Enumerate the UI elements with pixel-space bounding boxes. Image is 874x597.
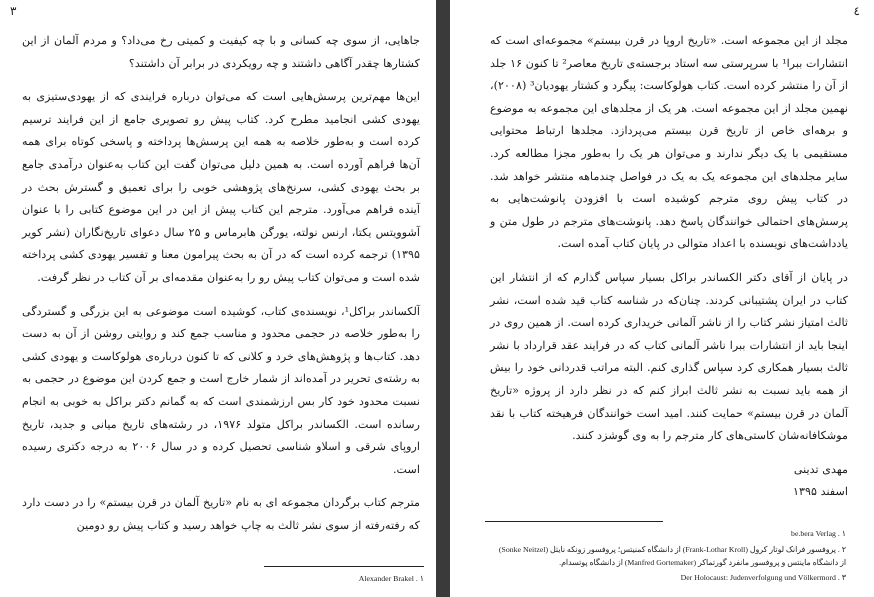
right-page [450, 0, 874, 597]
left-page [0, 0, 436, 597]
paragraph: مجلد از این مجموعه است. «تاریخ اروپا در قرن بیستم» مجموعه‌ای است که انتشارات ببرا¹ با سرپرستی سه استاد برجسته‌ی تاریخ معاصر² تا کنون ۱۶ جلد از آن را منتشر کرده است. کتاب هولوکاست: پیگرد و کشتار یهودیان³ (۲۰۰۸)، نهمین مجلد از این مجموعه است. هر یک از مجلدهای این مجموعه به موضوع و برهه‌ای خاص از تاریخ قرن بیستم می‌پردازد. مجلدها ارتباط محتوایی مستقیمی با یک دیگر ندارند و می‌توان هر یک را به‌طور مجزا مطالعه کرد. سایر مجلدهای این مجموعه یک به یک در فواصل چندماهه منتشر خواهد شد. در کتاب پیش روی مترجم کوشیده است با افزودن پانوشت‌هایی به پرسش‌های احتمالی خوانندگان پاسخ دهد. پانوشت‌های مترجم در طول متن و یادداشت‌های نویسنده با اعداد متوالی در پایان کتاب آمده است. [490, 34, 849, 251]
paragraph: این‌ها مهم‌ترین پرسش‌هایی است که می‌توان درباره فرایندی که از یهودی‌ستیزی به یهودی کشی انجامید مطرح کرد. کتاب پیش رو تصویری جامع از این فرایند ترسیم کرده است و به‌طور خلاصه به همه این پرسش‌ها پرداخته و پاسخی کوتاه برای همه آن‌ها فراهم آورده است. به همین دلیل می‌توان گفت این کتاب به‌عنوان درآمدی جامع بر بحث یهودی کشی، سرنخ‌های پژوهشی خوبی را برای تعمیق و گسترش بحث در آینده فراهم می‌آورد. مترجم این کتاب پیش از این در این موضوع کتابی را با عنوان آشوویتس یکتا، ارنس نولته، یورگن هابرماس و ۲۵ سال دعوای تاریخ‌نگاران (نشر کویر ۱۳۹۵) ترجمه کرده است که در آن به بحث پیرامون معنا و تفسیر یهودی کشی پرداخته شده است و می‌توان کتاب پیش رو را به‌عنوان مقدمه‌ای بر آن کتاب در نظر گرفت. [22, 90, 420, 284]
book-gutter [436, 0, 450, 597]
paragraph: در پایان از آقای دکتر الکساندر براکل بسیار سپاس گذارم که از انتشار این کتاب در ایران پشتیبانی کردند. چنان‌که در شناسه کتاب قید شده است، نشر ثالث امتیاز نشر کتاب را از ناشر آلمانی خریداری کرده است. از همین روی در اینجا باید از انتشارات ببرا ناشر آلمانی کتاب که در فرایند عقد قرارداد با نشر ثالث بسیار همکاری کرد سپاس گذاری کنم. البته مراتب قدردانی خود را بیش از همه باید نسبت به نشر ثالث ابراز کنم که در نظر دارد از پروژه «تاریخ آلمان در قرن بیستم» حمایت کنند. امید است خوانندگان فرهیخته کتاب با نقد موشکافانه‌شان کاستی‌های کار مترجم را به وی گوشزد کنند. [490, 270, 848, 443]
paragraph: جاهایی، از سوی چه کسانی و با چه کیفیت و کمیتی رخ می‌داد؟ و مردم آلمان از این کشتارها چقدر آگاهی داشتند و چه رویکردی در برابر آن داشتند؟ [22, 34, 420, 70]
footnote: ۲ . پروفسور فرانک لوتار کرول (Frank-Lothar Kroll) از دانشگاه کمنیتس؛ پروفسور زونکه نایتل (Sonke Neitzel) [498, 545, 846, 554]
footnote: ۱ . be.bera Verlag [791, 529, 846, 538]
page-body [490, 30, 848, 504]
footnote-divider [485, 521, 663, 522]
footnote-continued: از دانشگاه ماینتس و پروفسور مانفرد گورتماکر (Manfred Gortemaker) از دانشگاه پوتسدام. [559, 558, 846, 567]
footnote-divider [264, 566, 424, 567]
page-number: ٤ [853, 4, 860, 18]
paragraph: مترجم کتاب برگردان مجموعه ای به نام «تاریخ آلمان در قرن بیستم» را در دست دارد که رفته‌رفته از سوی نشر ثالث به چاپ خواهد رسید و کتاب پیش رو دومین [22, 496, 420, 532]
page-number: ۳ [10, 4, 17, 18]
paragraph: آلکساندر براکل¹، نویسنده‌ی کتاب، کوشیده است موضوعی به این بزرگی و گستردگی را به‌طور خلاصه در حجمی محدود و مناسب جمع کند و روایتی روشن از آن به دست دهد. کتاب‌ها و پژوهش‌های خرد و کلانی که تا کنون درباره‌ی هولوکاست و یهودی کشی به رشته‌ی تحریر در آمده‌اند از شمار خارج است و جمع کردن این موضوع در حجمی به نسبت محدود خود کار بس ارزشمندی است که به گمانم دکتر براکل به خوبی به انجام رسانده است. الکساندر براکل متولد ۱۹۷۶، در رشته‌های تاریخ میانی و جدید، تاریخ اروپای شرقی و اسلاو شناسی تحصیل کرده و در سال ۲۰۰۶ به درجه دکتری رسیده است. [22, 304, 420, 476]
signature-date: اسفند ۱۳۹۵ [793, 485, 848, 499]
page-body [22, 30, 420, 548]
footnote: ۳ . Der Holocaust: Judenverfolgung und Völkermord [680, 573, 846, 582]
translator-name: مهدی تدینی [793, 462, 848, 476]
footnote: ۱ . Alexander Brakel [358, 574, 424, 583]
